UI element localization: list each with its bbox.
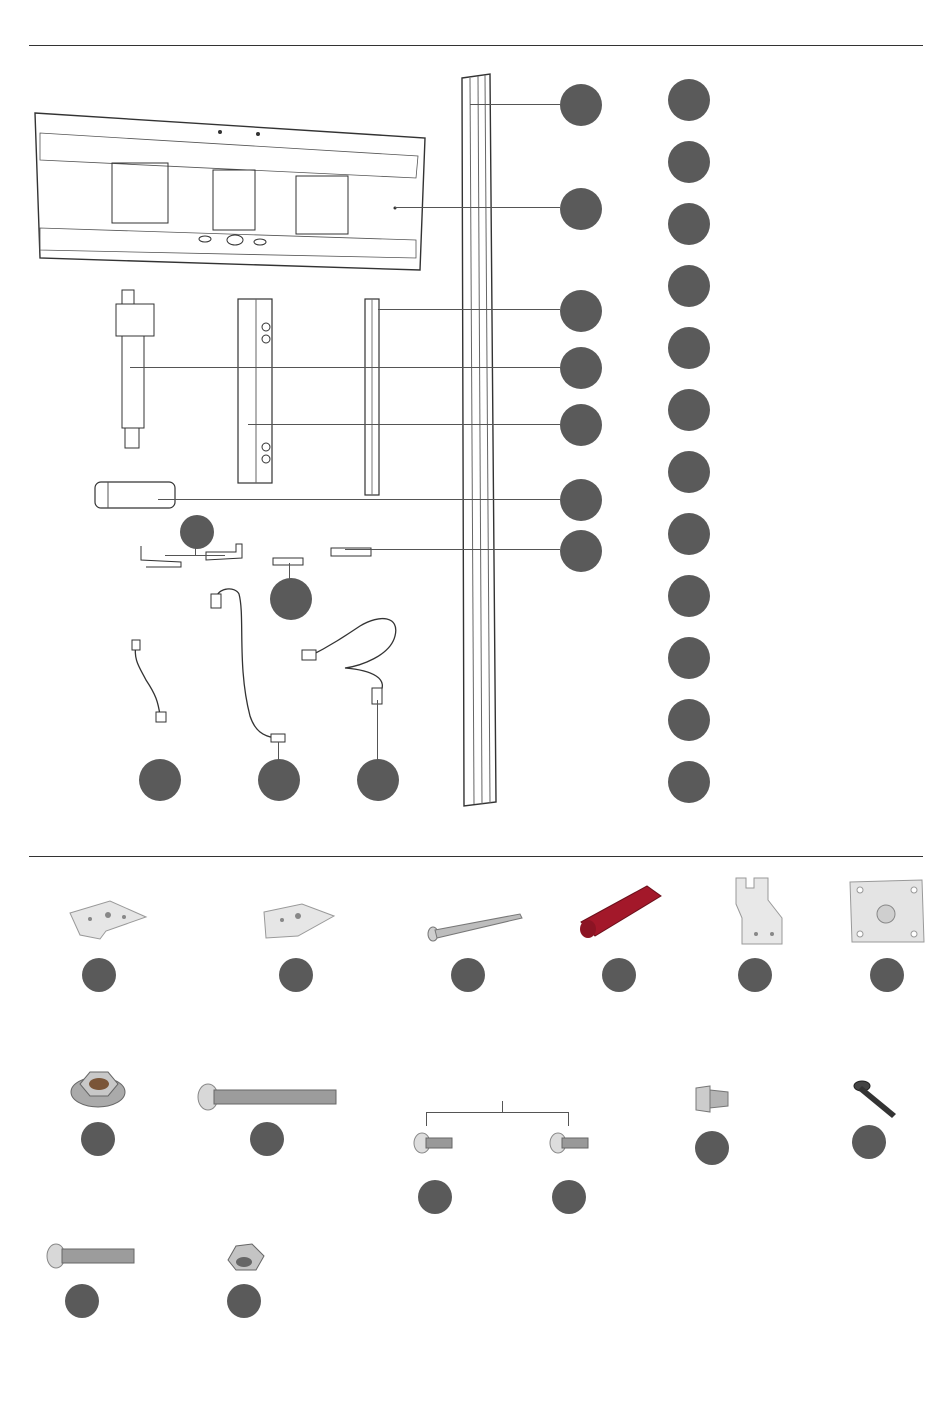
hardware-badge (65, 1284, 99, 1318)
bracket-line (426, 1112, 569, 1113)
hardware-badge (227, 1284, 261, 1318)
callout-badge (270, 578, 312, 620)
bracket-line (426, 1112, 427, 1126)
hardware-badge (250, 1122, 284, 1156)
legend-badge (668, 699, 710, 741)
legend-badge (668, 575, 710, 617)
flange-nut (68, 1064, 128, 1110)
top-divider (29, 45, 923, 46)
hardware-badge (418, 1180, 452, 1214)
wall-anchor (577, 880, 667, 940)
leader-line (470, 104, 560, 105)
callout-badge (139, 759, 181, 801)
sleeve-nut (690, 1082, 734, 1116)
hardware-badge (602, 958, 636, 992)
legend-badge (668, 389, 710, 431)
hardware-badge (738, 958, 772, 992)
legend-badge (668, 265, 710, 307)
leader-line (158, 499, 560, 500)
leader-line (248, 424, 560, 425)
hardware-badge (852, 1125, 886, 1159)
short-bolt-b (548, 1130, 590, 1156)
bracket-line (568, 1112, 569, 1126)
callout-badge (180, 515, 214, 549)
wall-panel-drawing (30, 108, 430, 278)
wood-screw (425, 906, 525, 942)
callout-badge (258, 759, 300, 801)
callout-badge (560, 347, 602, 389)
power-cord-drawing (300, 606, 410, 711)
leader-line (378, 309, 560, 310)
callout-badge (560, 404, 602, 446)
stud-plate (846, 878, 926, 944)
hardware-badge (451, 958, 485, 992)
mounting-plate-b (258, 898, 338, 946)
middle-divider (29, 856, 923, 857)
short-bolt-a (412, 1130, 454, 1156)
cap-nut (222, 1238, 270, 1274)
rail-plate-drawing (330, 544, 372, 558)
leader-line (395, 207, 560, 208)
callout-badge (357, 759, 399, 801)
self-drilling-screw (852, 1076, 904, 1122)
clip-drawing (272, 556, 304, 568)
hardware-badge (81, 1122, 115, 1156)
callout-badge (560, 479, 602, 521)
leader-line (278, 742, 279, 760)
vertical-bracket-right (362, 297, 386, 497)
legend-badge (668, 141, 710, 183)
column-drawing (452, 72, 504, 808)
legend-badge (668, 203, 710, 245)
vertical-bracket-left (236, 297, 276, 485)
legend-badge (668, 327, 710, 369)
angle-bracket (728, 874, 788, 946)
leader-line (165, 555, 225, 556)
cable-short-drawing (128, 640, 178, 725)
legend-badge (668, 513, 710, 555)
medium-bolt (44, 1242, 136, 1270)
leader-line (130, 367, 560, 368)
legend-badge (668, 761, 710, 803)
legend-badge (668, 79, 710, 121)
hardware-badge (870, 958, 904, 992)
hardware-badge (695, 1131, 729, 1165)
callout-badge (560, 290, 602, 332)
callout-badge (560, 188, 602, 230)
leader-line (377, 700, 378, 760)
hardware-badge (82, 958, 116, 992)
leader-line (345, 549, 560, 550)
legend-badge (668, 637, 710, 679)
hardware-badge (552, 1180, 586, 1214)
legend-badge (668, 451, 710, 493)
mounting-plate-a (60, 895, 150, 945)
leader-line (289, 563, 290, 579)
callout-badge (560, 84, 602, 126)
bracket-line (502, 1101, 503, 1112)
motor-drawing (92, 480, 182, 510)
actuator-drawing (112, 290, 162, 455)
callout-badge (560, 530, 602, 572)
long-bolt (196, 1082, 341, 1112)
hardware-badge (279, 958, 313, 992)
